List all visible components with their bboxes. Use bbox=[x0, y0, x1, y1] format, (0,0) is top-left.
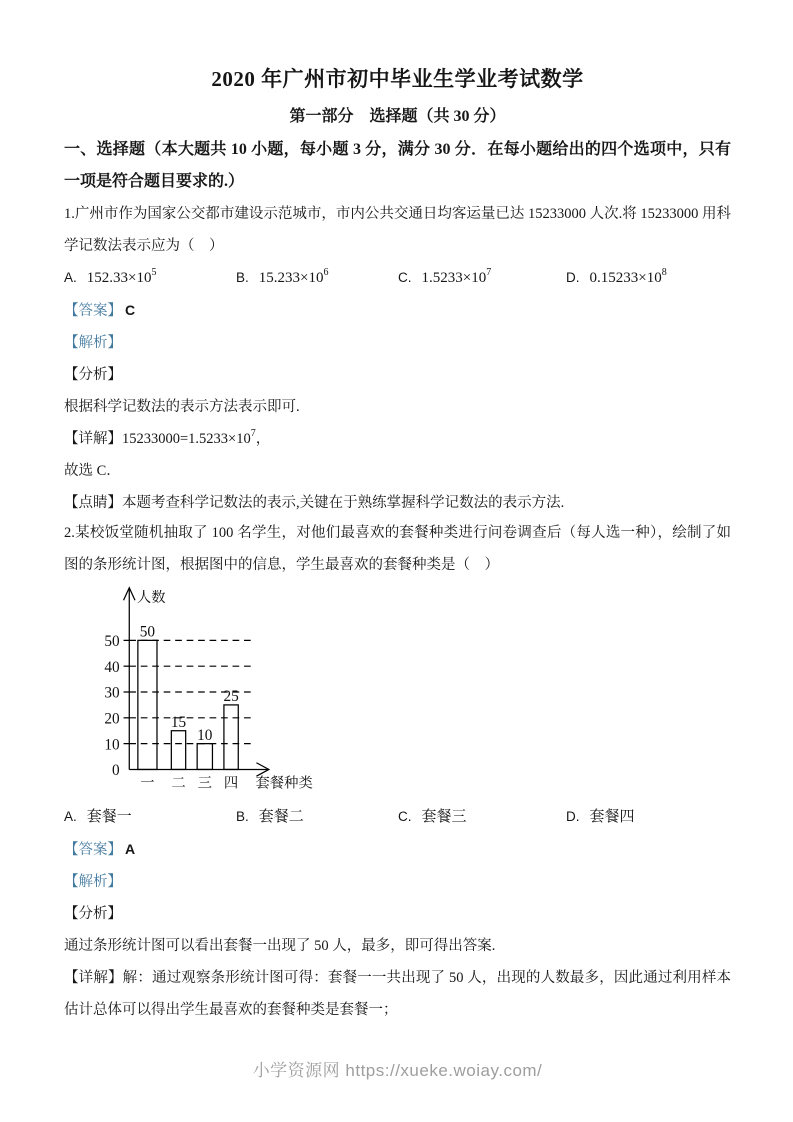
option-letter: C. bbox=[398, 270, 412, 285]
q1-jiexi-line bbox=[64, 327, 731, 359]
bar-chart-figure bbox=[84, 583, 731, 801]
svg-text:10: 10 bbox=[104, 736, 120, 754]
q1-option-a bbox=[64, 262, 236, 294]
q2-option-c bbox=[398, 801, 566, 833]
svg-text:套餐种类: 套餐种类 bbox=[255, 775, 313, 792]
q2-detail: 解：通过观察条形统计图可得：套餐一一共出现了 50 人，出现的人数最多，因此通过利用样本估计总体可以得出学生最喜欢的套餐种类是套餐一； bbox=[64, 970, 732, 1018]
q1-option-c bbox=[398, 262, 566, 294]
svg-text:50: 50 bbox=[139, 623, 156, 641]
q1-conclusion: 故选 C． bbox=[64, 463, 121, 479]
q1-comment: 本题考查科学记数法的表示,关键在于熟练掌握科学记数法的表示方法. bbox=[122, 495, 565, 511]
q1-detail-formula: $15233000=1.5233\times 10^7$， bbox=[122, 428, 271, 447]
xiangjie-label: 【详解】 bbox=[64, 970, 123, 986]
section-instructions: 一、选择题（本大题共 10 小题，每小题 3 分，满分 30 分．在每小题给出的四个选项中，只有一项是符合题目要求的.） bbox=[64, 141, 731, 190]
option-letter: D. bbox=[566, 809, 580, 824]
q1-fenxi-line bbox=[64, 359, 731, 391]
q1-answer-value: C bbox=[125, 302, 136, 318]
option-value: 套餐三 bbox=[421, 809, 467, 825]
jiexi-label: 【解析】 bbox=[64, 874, 122, 890]
q1-answer-line bbox=[64, 294, 731, 327]
q1-comment-line bbox=[64, 487, 731, 519]
option-letter: B. bbox=[236, 809, 249, 824]
exponent: 6 bbox=[323, 267, 329, 278]
q1-option-b bbox=[236, 262, 398, 294]
svg-text:二: 二 bbox=[171, 775, 186, 792]
q2-jiexi-line bbox=[64, 866, 731, 898]
exponent: 7 bbox=[250, 428, 256, 440]
svg-text:50: 50 bbox=[104, 633, 120, 651]
q2-stem: 2.某校饭堂随机抽取了 100 名学生，对他们最喜欢的套餐种类进行问卷调查后（每人选一种），绘制了如图的条形统计图，根据图中的信息，学生最喜欢的套餐种类是（ ） bbox=[64, 525, 731, 573]
q2-option-b bbox=[236, 801, 398, 833]
fenxi-label: 【分析】 bbox=[64, 906, 122, 922]
option-letter: D. bbox=[566, 270, 580, 285]
option-value: $15.233\times 10^6$ bbox=[258, 267, 329, 286]
option-value: $1.5233\times 10^7$ bbox=[421, 267, 492, 286]
q2-option-d bbox=[566, 801, 731, 833]
jiexi-label: 【解析】 bbox=[64, 335, 122, 351]
xiangjie-label: 【详解】 bbox=[64, 431, 122, 447]
q2-analysis: 通过条形统计图可以看出套餐一出现了 50 人，最多，即可得出答案. bbox=[64, 938, 496, 954]
exponent: 5 bbox=[151, 267, 157, 278]
option-letter: A. bbox=[64, 809, 77, 824]
bar-chart bbox=[84, 583, 404, 801]
q1-detail-line bbox=[64, 423, 731, 455]
q2-detail-line bbox=[64, 962, 731, 1026]
q2-answer-line bbox=[64, 833, 731, 866]
q2-option-a bbox=[64, 801, 236, 833]
svg-text:25: 25 bbox=[223, 688, 239, 706]
q1-analysis: 根据科学记数法的表示方法表示即可. bbox=[64, 399, 300, 415]
q2-answer-value: A bbox=[125, 841, 136, 857]
option-value: $152.33\times 10^5$ bbox=[86, 267, 157, 286]
fenxi-label: 【分析】 bbox=[64, 367, 122, 383]
option-letter: C. bbox=[398, 809, 412, 824]
footer-credit: 小学资源网 https://xueke.woiay.com/ bbox=[252, 1061, 543, 1080]
svg-text:30: 30 bbox=[104, 684, 120, 702]
exponent: 7 bbox=[486, 267, 492, 278]
svg-text:40: 40 bbox=[104, 658, 120, 676]
option-value: 套餐二 bbox=[258, 809, 304, 825]
answer-label: 【答案】 bbox=[64, 842, 122, 858]
option-letter: A. bbox=[64, 270, 77, 285]
svg-text:10: 10 bbox=[197, 726, 213, 744]
q2-fenxi-line bbox=[64, 898, 731, 930]
dianjing-label: 【点睛】 bbox=[64, 495, 122, 511]
q1-option-d bbox=[566, 262, 731, 294]
svg-text:15: 15 bbox=[170, 713, 187, 731]
option-value: 套餐一 bbox=[86, 809, 132, 825]
svg-text:三: 三 bbox=[197, 775, 212, 792]
svg-text:人数: 人数 bbox=[136, 590, 166, 607]
q1-options bbox=[64, 262, 731, 294]
part-heading: 第一部分 选择题（共 30 分） bbox=[289, 108, 506, 125]
svg-text:20: 20 bbox=[104, 710, 120, 728]
page-title: 2020 年广州市初中毕业生学业考试数学 bbox=[211, 67, 584, 91]
option-value: 套餐四 bbox=[589, 809, 635, 825]
svg-text:四: 四 bbox=[223, 775, 239, 792]
q2-options bbox=[64, 801, 731, 833]
answer-label: 【答案】 bbox=[64, 303, 122, 319]
svg-text:0: 0 bbox=[112, 762, 120, 780]
q1-stem: 1.广州市作为国家公交都市建设示范城市，市内公共交通日均客运量已达 15233000 人次.将 15233000 用科学记数法表示应为（ ） bbox=[64, 206, 731, 254]
svg-text:一: 一 bbox=[140, 775, 155, 792]
option-value: $0.15233\times 10^8$ bbox=[589, 267, 667, 286]
option-letter: B. bbox=[236, 270, 249, 285]
exponent: 8 bbox=[661, 267, 667, 278]
